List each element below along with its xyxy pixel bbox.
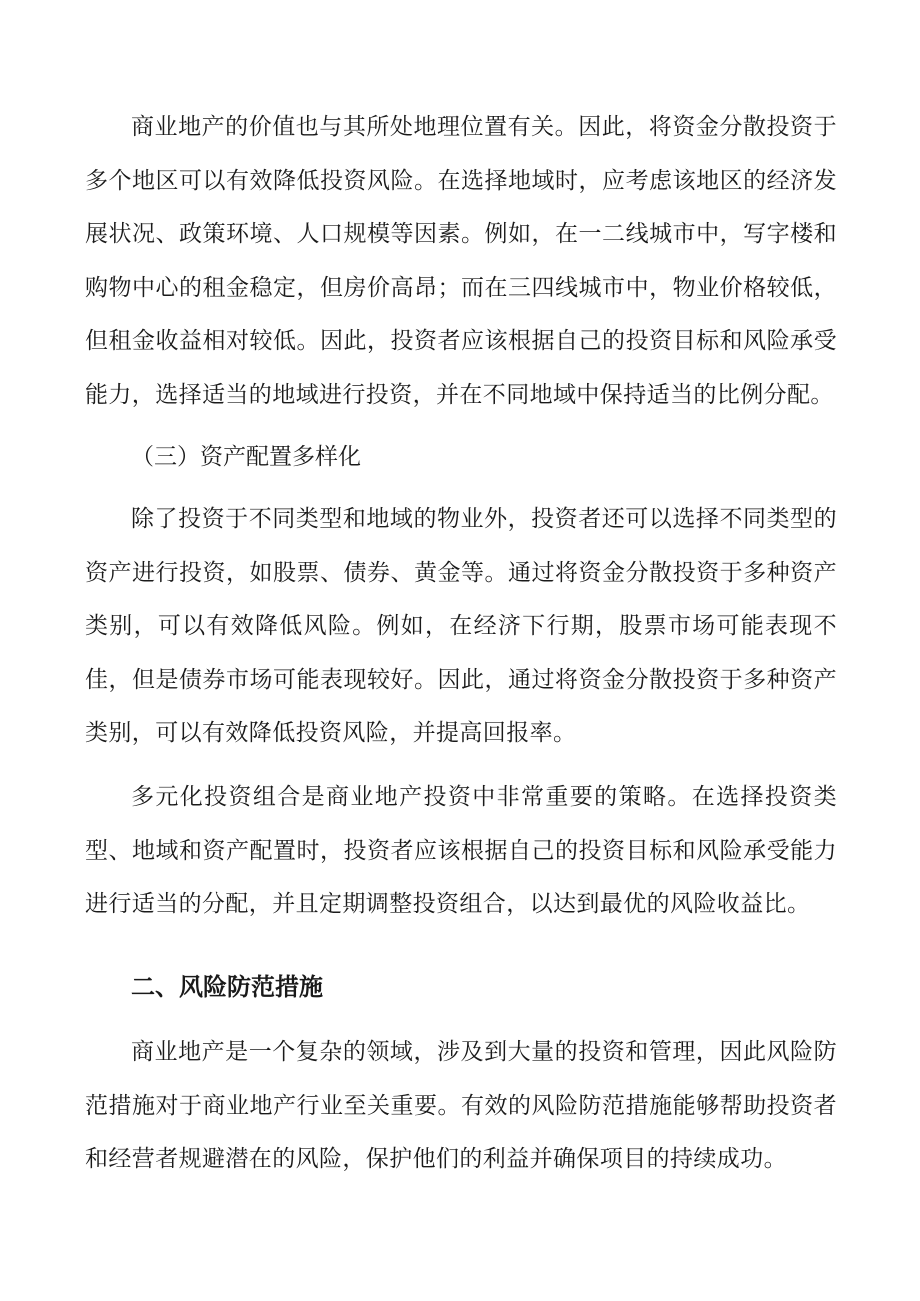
paragraph-asset-diversification: 除了投资于不同类型和地域的物业外，投资者还可以选择不同类型的资产进行投资，如股票、债券、黄金等。通过将资金分散投资于多种资产类别，可以有效降低风险。例如，在经济下行期，股票市场可能表现不佳，但是债券市场可能表现较好。因此，通过将资金分散投资于多种资产类别，可以有效降低投资风险，并提高回报率。: [85, 506, 837, 746]
section-heading-risk-prevention: 二、风险防范措施: [131, 973, 323, 1001]
paragraph-risk-prevention-intro: 商业地产是一个复杂的领域，涉及到大量的投资和管理，因此风险防范措施对于商业地产行业至关重要。有效的风险防范措施能够帮助投资者和经营者规避潜在的风险，保护他们的利益并确保项目的持续成功。: [85, 1039, 837, 1172]
paragraph-portfolio-strategy: 多元化投资组合是商业地产投资中非常重要的策略。在选择投资类型、地域和资产配置时，投资者应该根据自己的投资目标和风险承受能力进行适当的分配，并且定期调整投资组合，以达到最优的风险收益比。: [85, 784, 837, 917]
subheading-asset-allocation: （三）资产配置多样化: [131, 444, 361, 470]
paragraph-location-diversification: 商业地产的价值也与其所处地理位置有关。因此，将资金分散投资于多个地区可以有效降低投资风险。在选择地域时，应考虑该地区的经济发展状况、政策环境、人口规模等因素。例如，在一二线城市中，写字楼和购物中心的租金稳定，但房价高昂；而在三四线城市中，物业价格较低，但租金收益相对较低。因此，投资者应该根据自己的投资目标和风险承受能力，选择适当的地域进行投资，并在不同地域中保持适当的比例分配。: [85, 114, 837, 408]
